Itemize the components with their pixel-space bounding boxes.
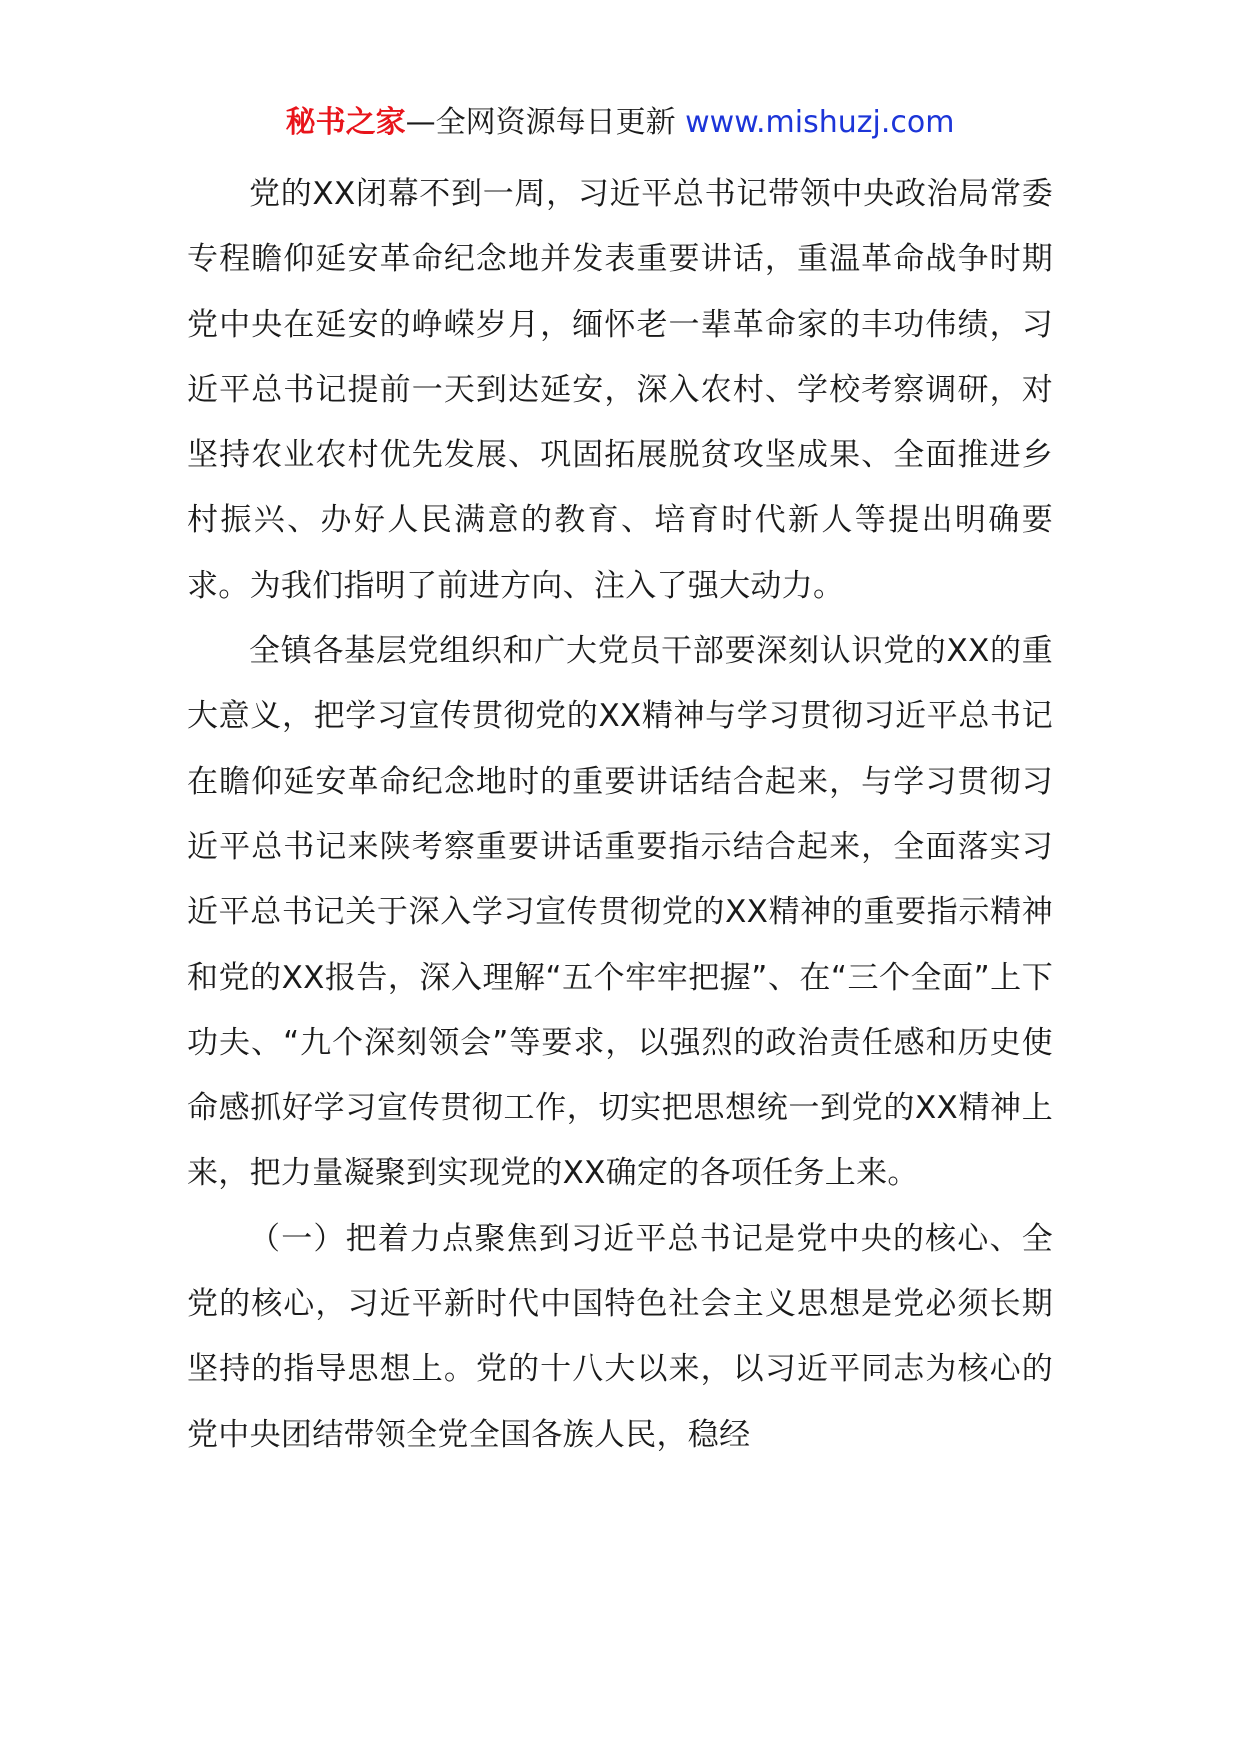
paragraph-3: （一）把着力点聚焦到习近平总书记是党中央的核心、全党的核心，习近平新时代中国特色社会主义思想是党必须长期坚持的指导思想上。党的十八大以来，以习近平同志为核心的党中央团结带领全党全国各族人民，稳经 [187,1220,1053,1453]
page-header [0,100,1240,146]
header-url[interactable]: www.mishuzj.com [685,105,955,140]
paragraph-2: 全镇各基层党组织和广大党员干部要深刻认识党的XX的重大意义，把学习宣传贯彻党的XX精神与学习贯彻习近平总书记在瞻仰延安革命纪念地时的重要讲话结合起来，与学习贯彻习近平总书记来陕考察重要讲话重要指示结合起来，全面落实习近平总书记关于深入学习宣传贯彻党的XX精神的重要指示精神和党的XX报告，深入理解“五个牢牢把握”、在“三个全面”上下功夫、“九个深刻领会”等要求，以强烈的政治责任感和历史使命感抓好学习宣传贯彻工作，切实把思想统一到党的XX精神上来，把力量凝聚到实现党的XX确定的各项任务上来。 [187,633,1053,1192]
header-tagline: —全网资源每日更新 [405,105,686,140]
paragraph-1: 党的XX闭幕不到一周，习近平总书记带领中央政治局常委专程瞻仰延安革命纪念地并发表重要讲话，重温革命战争时期党中央在延安的峥嵘岁月，缅怀老一辈革命家的丰功伟绩，习近平总书记提前一天到达延安，深入农村、学校考察调研，对坚持农业农村优先发展、巩固拓展脱贫攻坚成果、全面推进乡村振兴、办好人民满意的教育、培育时代新人等提出明确要求。为我们指明了前进方向、注入了强大动力。 [187,176,1053,604]
header-brand: 秘书之家 [285,105,406,140]
document-body [187,162,1053,1468]
